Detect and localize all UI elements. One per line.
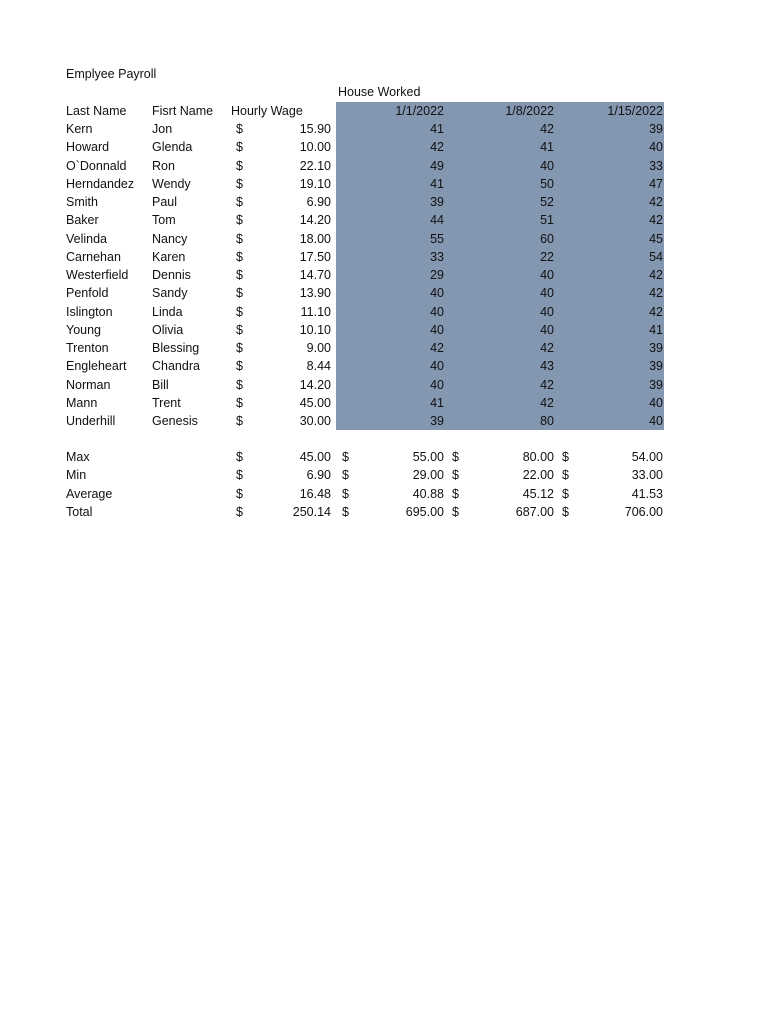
- first-name-cell: Olivia: [152, 322, 184, 337]
- summary-wage-cell: 16.48: [299, 486, 331, 501]
- summary-date-2-cell: 45.12: [522, 486, 554, 501]
- hours-date-2-cell: 42: [540, 377, 554, 392]
- hourly-wage-cell: 18.00: [299, 231, 331, 246]
- hours-date-3-cell: 40: [649, 414, 663, 428]
- summary-wage-cell: 45.00: [299, 450, 331, 464]
- summary-date-2-cell: 687.00: [515, 504, 554, 519]
- sheet-title: Emplyee Payroll: [66, 67, 157, 81]
- hours-date-3-cell: 40: [649, 395, 663, 410]
- currency-cell: $: [342, 468, 349, 483]
- employee-row: [0, 376, 768, 394]
- last-name-cell: Norman: [66, 377, 111, 392]
- hours-date-2-cell: 43: [540, 359, 554, 374]
- first-name-cell: Ron: [152, 158, 175, 173]
- currency-cell: $: [236, 268, 243, 282]
- summary-date-3-cell: 54.00: [631, 450, 663, 464]
- currency-cell: $: [236, 450, 243, 464]
- currency-cell: $: [236, 341, 243, 355]
- first-name-cell: Paul: [152, 195, 178, 209]
- last-name-cell: Mann: [66, 395, 98, 410]
- hours-date-3-cell: 39: [649, 359, 663, 374]
- currency-cell: $: [452, 486, 459, 501]
- currency-cell: $: [236, 504, 243, 519]
- employee-row: [0, 230, 768, 248]
- hours-date-2-cell: 52: [540, 195, 554, 209]
- currency-cell: $: [236, 176, 243, 191]
- currency-cell: $: [236, 231, 243, 246]
- currency-cell: $: [342, 504, 349, 519]
- hours-date-3-cell: 42: [649, 304, 663, 319]
- last-name-cell: Baker: [66, 213, 99, 228]
- first-name-cell: Karen: [152, 249, 186, 264]
- hours-date-1-cell: 40: [430, 304, 444, 319]
- hours-date-2-cell: 42: [540, 395, 554, 410]
- hourly-wage-cell: 11.10: [300, 304, 331, 319]
- hours-date-2-cell: 40: [540, 322, 554, 337]
- employee-row: [0, 339, 768, 357]
- hours-date-3-cell: 42: [649, 195, 663, 209]
- summary-wage-cell: 250.14: [292, 504, 331, 519]
- currency-cell: $: [236, 213, 243, 228]
- currency-cell: $: [236, 286, 243, 301]
- summary-date-1-cell: 40.88: [412, 486, 444, 501]
- hourly-wage-cell: 15.90: [299, 122, 331, 136]
- header-hourly-wage: Hourly Wage: [231, 104, 303, 118]
- summary-label-cell: Min: [66, 468, 87, 483]
- hours-date-2-cell: 41: [540, 140, 554, 155]
- hours-date-1-cell: 55: [430, 231, 444, 246]
- hours-date-2-cell: 42: [540, 341, 554, 355]
- first-name-cell: Jon: [152, 122, 173, 136]
- hours-date-2-cell: 42: [540, 122, 554, 136]
- employee-row: [0, 193, 768, 211]
- hours-date-1-cell: 41: [430, 122, 444, 136]
- hours-date-1-cell: 41: [430, 395, 444, 410]
- currency-cell: $: [562, 504, 569, 519]
- employee-row: [0, 412, 768, 430]
- employee-row: [0, 157, 768, 175]
- currency-cell: $: [452, 450, 459, 464]
- summary-date-3-cell: 706.00: [624, 504, 663, 519]
- hourly-wage-cell: 10.10: [299, 322, 331, 337]
- currency-cell: $: [562, 486, 569, 501]
- summary-row: [0, 485, 768, 503]
- first-name-cell: Trent: [152, 395, 181, 410]
- column-header-row: [0, 102, 768, 120]
- hourly-wage-cell: 30.00: [299, 414, 331, 428]
- currency-cell: $: [236, 468, 243, 483]
- employee-row: [0, 357, 768, 375]
- summary-label-cell: Average: [66, 486, 113, 501]
- hours-date-3-cell: 47: [649, 176, 663, 191]
- currency-cell: $: [452, 468, 459, 483]
- hours-date-2-cell: 40: [540, 158, 554, 173]
- hourly-wage-cell: 6.90: [306, 195, 331, 209]
- last-name-cell: Islington: [66, 304, 113, 319]
- currency-cell: $: [236, 414, 243, 428]
- hourly-wage-cell: 14.20: [299, 377, 331, 392]
- summary-label-cell: Total: [66, 504, 93, 519]
- currency-cell: $: [236, 122, 243, 136]
- summary-date-3-cell: 41.53: [631, 486, 663, 501]
- last-name-cell: Underhill: [66, 414, 116, 428]
- hours-date-1-cell: 29: [430, 268, 444, 282]
- employee-row: [0, 248, 768, 266]
- employee-row: [0, 394, 768, 412]
- summary-row: [0, 466, 768, 484]
- hours-date-2-cell: 80: [540, 414, 554, 428]
- last-name-cell: Carnehan: [66, 249, 121, 264]
- summary-date-1-cell: 695.00: [405, 504, 444, 519]
- hours-date-3-cell: 33: [649, 158, 663, 173]
- hours-date-1-cell: 39: [430, 195, 444, 209]
- currency-cell: $: [452, 504, 459, 519]
- hours-date-1-cell: 41: [430, 176, 444, 191]
- header-date-2: 1/8/2022: [505, 104, 554, 118]
- last-name-cell: Smith: [66, 195, 98, 209]
- hours-date-3-cell: 41: [649, 322, 663, 337]
- employee-row: [0, 266, 768, 284]
- hourly-wage-cell: 9.00: [306, 341, 331, 355]
- summary-wage-cell: 6.90: [306, 468, 331, 483]
- hours-date-1-cell: 44: [430, 213, 444, 228]
- first-name-cell: Glenda: [152, 140, 193, 155]
- hours-date-3-cell: 39: [649, 341, 663, 355]
- employee-row: [0, 211, 768, 229]
- hours-date-3-cell: 42: [649, 268, 663, 282]
- currency-cell: $: [562, 468, 569, 483]
- last-name-cell: Herndandez: [66, 176, 135, 191]
- currency-cell: $: [236, 195, 243, 209]
- hours-date-1-cell: 42: [430, 140, 444, 155]
- first-name-cell: Nancy: [152, 231, 188, 246]
- last-name-cell: Trenton: [66, 341, 109, 355]
- first-name-cell: Sandy: [152, 286, 188, 301]
- summary-row: [0, 448, 768, 466]
- summary-row: [0, 503, 768, 521]
- hours-date-2-cell: 50: [540, 176, 554, 191]
- summary-date-1-cell: 55.00: [412, 450, 444, 464]
- hourly-wage-cell: 8.44: [306, 359, 331, 374]
- last-name-cell: O`Donnald: [66, 158, 127, 173]
- currency-cell: $: [236, 158, 243, 173]
- summary-date-2-cell: 22.00: [522, 468, 554, 483]
- hours-date-1-cell: 40: [430, 377, 444, 392]
- hourly-wage-cell: 13.90: [299, 286, 331, 301]
- first-name-cell: Tom: [152, 213, 176, 228]
- first-name-cell: Dennis: [152, 268, 191, 282]
- header-last-name: Last Name: [66, 104, 127, 118]
- currency-cell: $: [562, 450, 569, 464]
- currency-cell: $: [236, 140, 243, 155]
- last-name-cell: Westerfield: [66, 268, 129, 282]
- hours-date-2-cell: 22: [540, 249, 554, 264]
- employee-row: [0, 284, 768, 302]
- currency-cell: $: [236, 304, 243, 319]
- hours-date-1-cell: 42: [430, 341, 444, 355]
- last-name-cell: Penfold: [66, 286, 109, 301]
- first-name-cell: Blessing: [152, 341, 200, 355]
- currency-cell: $: [236, 486, 243, 501]
- employee-row: [0, 303, 768, 321]
- hours-date-1-cell: 40: [430, 322, 444, 337]
- employee-row: [0, 175, 768, 193]
- last-name-cell: Velinda: [66, 231, 108, 246]
- last-name-cell: Young: [66, 322, 101, 337]
- hours-date-1-cell: 40: [430, 286, 444, 301]
- summary-label-cell: Max: [66, 450, 90, 464]
- hours-date-1-cell: 49: [430, 158, 444, 173]
- hours-date-2-cell: 51: [540, 213, 554, 228]
- currency-cell: $: [236, 395, 243, 410]
- last-name-cell: Howard: [66, 140, 110, 155]
- hourly-wage-cell: 10.00: [299, 140, 331, 155]
- hours-date-1-cell: 33: [430, 249, 444, 264]
- currency-cell: $: [342, 450, 349, 464]
- hours-date-3-cell: 39: [649, 122, 663, 136]
- hours-worked-header: House Worked: [338, 85, 421, 99]
- hours-date-2-cell: 60: [540, 231, 554, 246]
- hours-date-2-cell: 40: [540, 304, 554, 319]
- hourly-wage-cell: 19.10: [299, 176, 331, 191]
- hourly-wage-cell: 17.50: [299, 249, 331, 264]
- currency-cell: $: [236, 249, 243, 264]
- hours-date-2-cell: 40: [540, 286, 554, 301]
- last-name-cell: Engleheart: [66, 359, 127, 374]
- header-first-name: Fisrt Name: [152, 104, 214, 118]
- hours-date-3-cell: 42: [649, 286, 663, 301]
- hours-date-3-cell: 45: [649, 231, 663, 246]
- currency-cell: $: [236, 377, 243, 392]
- hours-date-3-cell: 42: [649, 213, 663, 228]
- hourly-wage-cell: 45.00: [299, 395, 331, 410]
- hours-date-2-cell: 40: [540, 268, 554, 282]
- first-name-cell: Genesis: [152, 414, 198, 428]
- hourly-wage-cell: 22.10: [299, 158, 331, 173]
- hourly-wage-cell: 14.20: [299, 213, 331, 228]
- employee-row: [0, 321, 768, 339]
- first-name-cell: Wendy: [152, 176, 191, 191]
- first-name-cell: Linda: [152, 304, 183, 319]
- employee-row: [0, 138, 768, 156]
- hours-date-3-cell: 54: [649, 249, 663, 264]
- header-date-3: 1/15/2022: [607, 104, 663, 118]
- currency-cell: $: [236, 359, 243, 374]
- currency-cell: $: [342, 486, 349, 501]
- employee-row: [0, 120, 768, 138]
- hours-date-3-cell: 40: [649, 140, 663, 155]
- first-name-cell: Bill: [152, 377, 169, 392]
- summary-date-3-cell: 33.00: [631, 468, 663, 483]
- currency-cell: $: [236, 322, 243, 337]
- summary-date-2-cell: 80.00: [522, 450, 554, 464]
- hours-date-1-cell: 40: [430, 359, 444, 374]
- hourly-wage-cell: 14.70: [299, 268, 331, 282]
- first-name-cell: Chandra: [152, 359, 200, 374]
- hours-date-1-cell: 39: [430, 414, 444, 428]
- last-name-cell: Kern: [66, 122, 93, 136]
- summary-date-1-cell: 29.00: [412, 468, 444, 483]
- hours-date-3-cell: 39: [649, 377, 663, 392]
- header-date-1: 1/1/2022: [395, 104, 444, 118]
